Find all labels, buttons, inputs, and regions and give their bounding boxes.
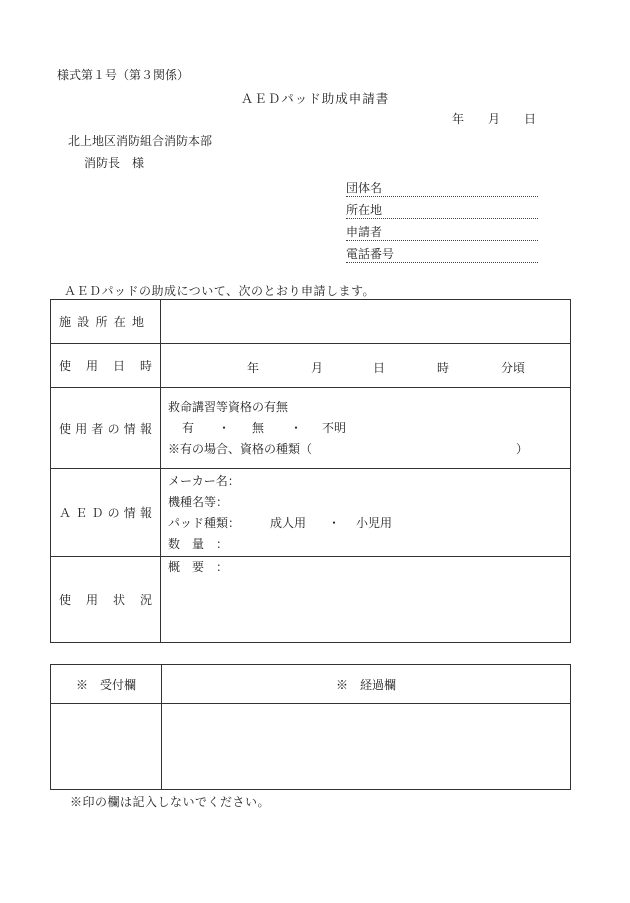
label-char: 所 <box>95 315 108 329</box>
label-char: 情 <box>123 421 136 436</box>
label-char: 在 <box>113 315 126 329</box>
label-char: Ａ <box>59 506 72 520</box>
label-char: 施 <box>59 315 72 329</box>
usage-status-label <box>51 557 161 643</box>
applicant-label: 申請者 <box>346 225 383 239</box>
applicant-fields <box>346 175 538 263</box>
usage-status-value[interactable] <box>161 557 571 643</box>
user-info-label <box>51 388 161 469</box>
unit-year: 年 <box>247 360 260 375</box>
pad-child[interactable]: 小児用 <box>356 515 393 530</box>
addressee-title: 消防長 様 <box>84 156 145 170</box>
application-table <box>50 299 571 643</box>
label-char: 者 <box>91 421 104 436</box>
office-use-header <box>51 665 571 704</box>
usage-datetime-label <box>51 344 161 388</box>
label-char: Ｄ <box>91 506 104 520</box>
label-char: 情 <box>123 506 136 520</box>
label-char: 時 <box>139 359 152 373</box>
label-char: 用 <box>75 421 88 436</box>
label-char: の <box>107 421 120 436</box>
facility-label <box>51 300 161 344</box>
aed-info-value <box>161 469 571 557</box>
facility-row <box>51 300 571 344</box>
date-day: 日 <box>524 112 537 126</box>
option-no[interactable]: 無 <box>252 420 265 435</box>
applicant-field[interactable] <box>346 219 538 241</box>
aed-info-label <box>51 469 161 557</box>
reception-cell <box>51 704 162 790</box>
address-label: 所在地 <box>346 203 383 217</box>
qualification-type[interactable] <box>168 439 570 460</box>
label-char: 設 <box>77 315 90 329</box>
unit-month: 月 <box>311 360 324 375</box>
maker-line[interactable]: メーカー名： <box>168 473 240 488</box>
phone-label: 電話番号 <box>346 247 395 261</box>
label-char: 報 <box>139 506 152 520</box>
aed-info-row <box>51 469 571 557</box>
pad-type-line <box>168 513 570 534</box>
date-year: 年 <box>452 112 465 126</box>
reception-header: ※ 受付欄 <box>51 665 162 704</box>
label-char: 地 <box>131 315 144 329</box>
option-yes[interactable]: 有 <box>182 420 195 435</box>
label-char: 使 <box>59 421 72 436</box>
close-paren: ） <box>515 441 528 456</box>
qualification-question: 救命講習等資格の有無 <box>168 399 289 414</box>
option-separator: ・ <box>290 420 303 435</box>
usage-datetime-row <box>51 344 571 388</box>
quantity-line[interactable]: 数 量 ： <box>168 536 229 551</box>
office-use-body <box>51 704 571 790</box>
label-char: 日 <box>112 359 125 373</box>
label-char: 報 <box>139 421 152 436</box>
label-char: 使 <box>59 359 72 373</box>
progress-header: ※ 経過欄 <box>162 665 571 704</box>
unit-hour: 時 <box>437 360 450 375</box>
office-use-table <box>50 664 571 790</box>
label-char: 使 <box>59 593 72 607</box>
form-number: 様式第１号（第３関係） <box>57 68 190 82</box>
user-info-row <box>51 388 571 469</box>
phone-field[interactable] <box>346 241 538 263</box>
pad-adult[interactable]: 成人用 <box>270 515 307 530</box>
label-char: 用 <box>85 593 98 607</box>
user-info-value <box>161 388 571 469</box>
qualification-note: ※有の場合、資格の種類（ <box>168 441 313 456</box>
qualification-options <box>168 418 570 439</box>
pad-separator: ・ <box>328 515 341 530</box>
org-name-label: 団体名 <box>346 181 383 195</box>
progress-cell <box>162 704 571 790</box>
footnote: ※印の欄は記入しないでください。 <box>70 795 271 809</box>
unit-day: 日 <box>373 360 386 375</box>
usage-datetime-input[interactable] <box>161 344 571 388</box>
pad-type-label: パッド種類： <box>168 515 241 530</box>
label-char: Ｅ <box>75 506 88 520</box>
label-char: の <box>107 506 120 520</box>
date-line <box>452 110 536 127</box>
summary-label: 概 要 ： <box>168 560 229 574</box>
usage-status-row <box>51 557 571 643</box>
date-month: 月 <box>488 112 501 126</box>
intro-text: ＡＥＤパッドの助成について、次のとおり申請します。 <box>64 284 376 298</box>
address-field[interactable] <box>346 197 538 219</box>
option-unknown[interactable]: 不明 <box>322 420 347 435</box>
unit-minute: 分頃 <box>501 360 526 375</box>
model-line[interactable]: 機種名等： <box>168 494 229 509</box>
facility-input[interactable] <box>161 300 571 344</box>
label-char: 用 <box>85 359 98 373</box>
label-char: 況 <box>139 593 152 607</box>
addressee-org: 北上地区消防組合消防本部 <box>68 134 213 148</box>
label-char: 状 <box>112 593 125 607</box>
document-title: ＡＥＤパッド助成申請書 <box>240 91 390 106</box>
org-name-field[interactable] <box>346 175 538 197</box>
option-separator: ・ <box>218 420 231 435</box>
